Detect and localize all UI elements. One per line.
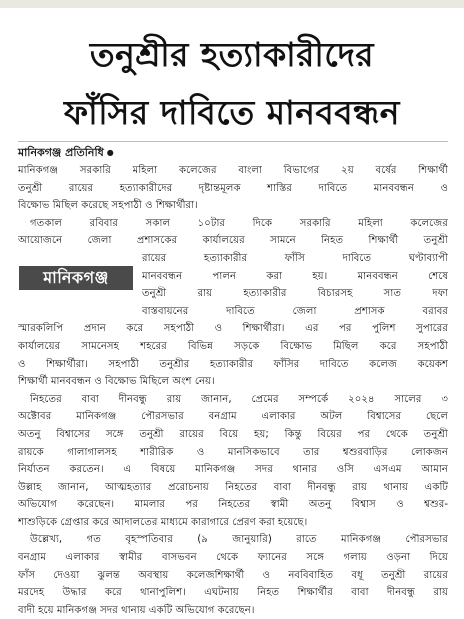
body-line: উল্লেখ্য, গত বৃহস্পতিবার (৯ জানুয়ারি) রাতে মানিকগঞ্জ পৌরসভার <box>30 534 448 546</box>
body-line: শিক্ষার্থী মানববন্ধন ও বিক্ষোভ মিছিলে অংশ নেয়। <box>18 376 215 388</box>
body-line: তনুশ্রী রায়ের হত্যাকারীদের দৃষ্টান্তমূলক শাস্তির দাবিতে মানববন্ধন ও <box>18 182 448 194</box>
body-line: বাস্তবায়নের দাবিতে জেলা প্রশাসক বরাবর <box>142 305 448 317</box>
body-line: মানিকগঞ্জ সরকারি মহিলা কলেজের বাংলা বিভাগের ২য় বর্ষের শিক্ষার্থী <box>18 165 448 176</box>
body-line: বাদী হয়ে মানিকগঞ্জ সদর থানায় একটি অভিযোগ করেছেন। <box>18 604 255 616</box>
body-line: উল্লাহ জানান, আত্মহত্যার প্ররোচনায় নিহতের বাবা দীনবন্ধু রায় থানায় একটি <box>18 481 448 493</box>
body-line: স্মারকলিপি প্রদান করে সহপাঠী ও শিক্ষার্থীরা। এর পর পুলিশ সুপারের <box>18 323 448 335</box>
body-line: মানববন্ধন পালন করা হয়। মানববন্ধন শেষে <box>142 270 448 282</box>
bullet-icon: ● <box>106 148 114 157</box>
body-line: বিক্ষোভ মিছিল করেছে সহপাঠী ও শিক্ষার্থীরা। <box>18 200 198 212</box>
byline <box>18 146 114 160</box>
body-line: নির্যাতন করতেন। এ বিষয়ে মানিকগঞ্জ সদর থানার ওসি এসএম আমান <box>18 464 448 476</box>
body-line: শাশুড়িকে গ্রেপ্তার করে আদালতের মাধ্যমে কারাগারে প্রেরণ করা হয়েছে। <box>18 516 308 528</box>
headline-line-1: তনুশ্রীর হত্যাকারীদের <box>89 35 375 74</box>
body-line: নিহতের বাবা দীনবন্ধু রায় জানান, প্রেমের সম্পর্কে ২০২৪ সালের ৩ <box>30 393 448 405</box>
body-line: অতনু বিশ্বাসের সঙ্গে তনুশ্রী রায়ের বিয়ে হয়; কিন্তু বিয়ের পর থেকে তনুশ্রী <box>18 428 448 440</box>
body-line: বনগ্রাম এলাকার স্বামীর বাসভবন থেকে ফ্যানের সঙ্গে গলায় ওড়না দিয়ে <box>18 552 448 564</box>
headline <box>8 26 456 142</box>
headline-line-2: ফাঁসির দাবিতে মানববন্ধন <box>64 93 400 132</box>
article-body <box>18 162 448 619</box>
body-line: গতকাল রবিবার সকাল ১০টার দিকে সরকারি মহিলা কলেজের <box>30 217 448 229</box>
top-border <box>0 0 464 8</box>
body-line: অভিযোগ করেছেন। মামলার পর নিহতের স্বামী অতনু বিশ্বাস ও শ্বশুর- <box>18 499 448 511</box>
body-line: অক্টোবর মানিকগঞ্জ পৌরসভার বনগ্রাম এলাকার অটল বিশ্বাসের ছেলে <box>18 411 448 423</box>
body-line: রায়কে গালাগালসহ শারীরিক ও মানসিকভাবে তার শ্বশুরবাড়ির লোকজন <box>18 446 448 458</box>
body-line: ও শিক্ষার্থীরা। সহপাঠী তনুশ্রীর হত্যাকারীর ফাঁসির দাবিতে কলেজ কয়েকশ <box>18 358 448 370</box>
body-line: তনুশ্রী রায় হত্যাকারীর বিচারসহ সাত দফা <box>142 288 448 300</box>
body-line: কার্যালয়ের সামনেসহ শহরের বিভিন্ন সড়কে বিক্ষোভ মিছিল করে সহপাঠী <box>18 340 448 352</box>
body-line: মরদেহ উদ্ধার করে থানাপুলিশ। এঘটনায় নিহত শিক্ষার্থীর বাবা দীনবন্ধু রায় <box>18 587 448 599</box>
body-line: আয়োজনে জেলা প্রশাসকের কার্যালয়ের সামনে নিহত শিক্ষার্থী তনুশ্রী <box>18 235 448 247</box>
headline-divider <box>18 141 448 142</box>
inset-label: মানিকগঞ্জ <box>19 266 133 290</box>
body-line: ফাঁস দেওয়া ঝুলন্ত অবস্থায় কলেজশিক্ষার্থী ও নববিবাহিত বধূ তনুশ্রী রায়ের <box>18 569 448 581</box>
byline-text: মানিকগঞ্জ প্রতিনিধি <box>18 146 104 159</box>
body-line: রায়ের হত্যাকারীর ফাঁসি দাবিতে ঘণ্টাব্যাপী <box>142 252 448 264</box>
